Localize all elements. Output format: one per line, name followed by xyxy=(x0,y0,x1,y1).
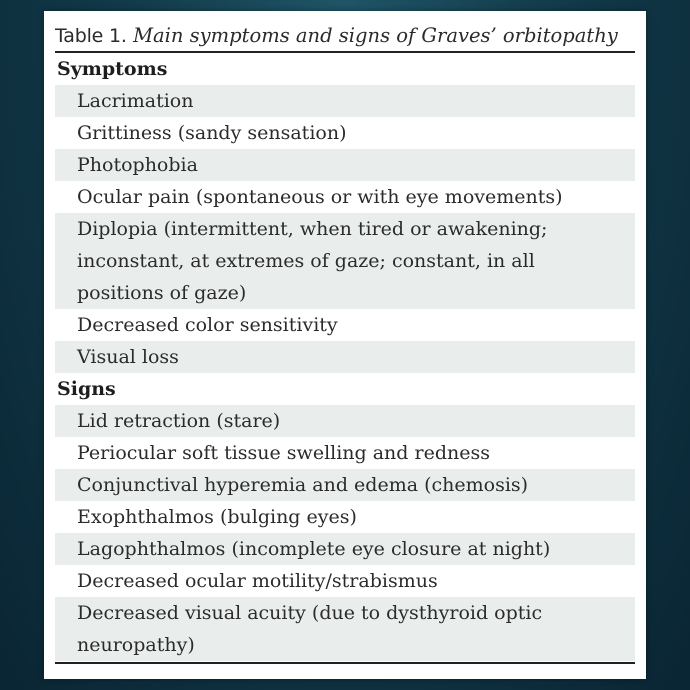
table-row xyxy=(55,181,635,213)
table-row xyxy=(55,117,635,149)
table-row-line: Decreased color sensitivity xyxy=(77,314,338,336)
table-row-line: Ocular pain (spontaneous or with eye movements) xyxy=(77,186,563,208)
table-row xyxy=(55,437,635,469)
table-row-line: Photophobia xyxy=(77,154,198,176)
table-row xyxy=(55,597,635,661)
section-heading-symptoms: Symptoms xyxy=(57,58,168,80)
table-row xyxy=(55,341,635,373)
caption-number: Table 1. xyxy=(55,25,127,47)
table-row-line: neuropathy) xyxy=(77,634,195,656)
table-row xyxy=(55,213,635,309)
symptoms-signs-table xyxy=(55,19,635,664)
table-row xyxy=(55,501,635,533)
section-heading-signs: Signs xyxy=(57,378,116,400)
table-row-line: inconstant, at extremes of gaze; constant, in all xyxy=(77,250,535,272)
table-caption xyxy=(55,19,635,53)
table-row-line: Exophthalmos (bulging eyes) xyxy=(77,506,357,528)
table-row-line: Decreased visual acuity (due to dysthyroid optic xyxy=(77,602,543,624)
table-row xyxy=(55,405,635,437)
table-row-line: Decreased ocular motility/strabismus xyxy=(77,570,438,592)
table-row-line: Grittiness (sandy sensation) xyxy=(77,122,347,144)
table-row-line: Lagophthalmos (incomplete eye closure at night) xyxy=(77,538,551,560)
table-row xyxy=(55,85,635,117)
caption-title: Main symptoms and signs of Graves’ orbitopathy xyxy=(133,24,618,47)
table-row-line: Diplopia (intermittent, when tired or awakening; xyxy=(77,218,548,240)
table-row xyxy=(55,469,635,501)
table-row-line: positions of gaze) xyxy=(77,282,247,304)
table-row xyxy=(55,533,635,565)
table-row-line: Visual loss xyxy=(77,346,179,368)
table-row-line: Conjunctival hyperemia and edema (chemosis) xyxy=(77,474,529,496)
table-row-line: Lid retraction (stare) xyxy=(77,410,281,432)
table-row-line: Lacrimation xyxy=(77,90,194,112)
table-row-line: Periocular soft tissue swelling and redness xyxy=(77,442,490,464)
table-body xyxy=(55,53,635,661)
table-row xyxy=(55,309,635,341)
table-bottom-rule xyxy=(55,662,635,664)
table-row xyxy=(55,565,635,597)
table-row xyxy=(55,149,635,181)
document-card xyxy=(44,11,646,679)
